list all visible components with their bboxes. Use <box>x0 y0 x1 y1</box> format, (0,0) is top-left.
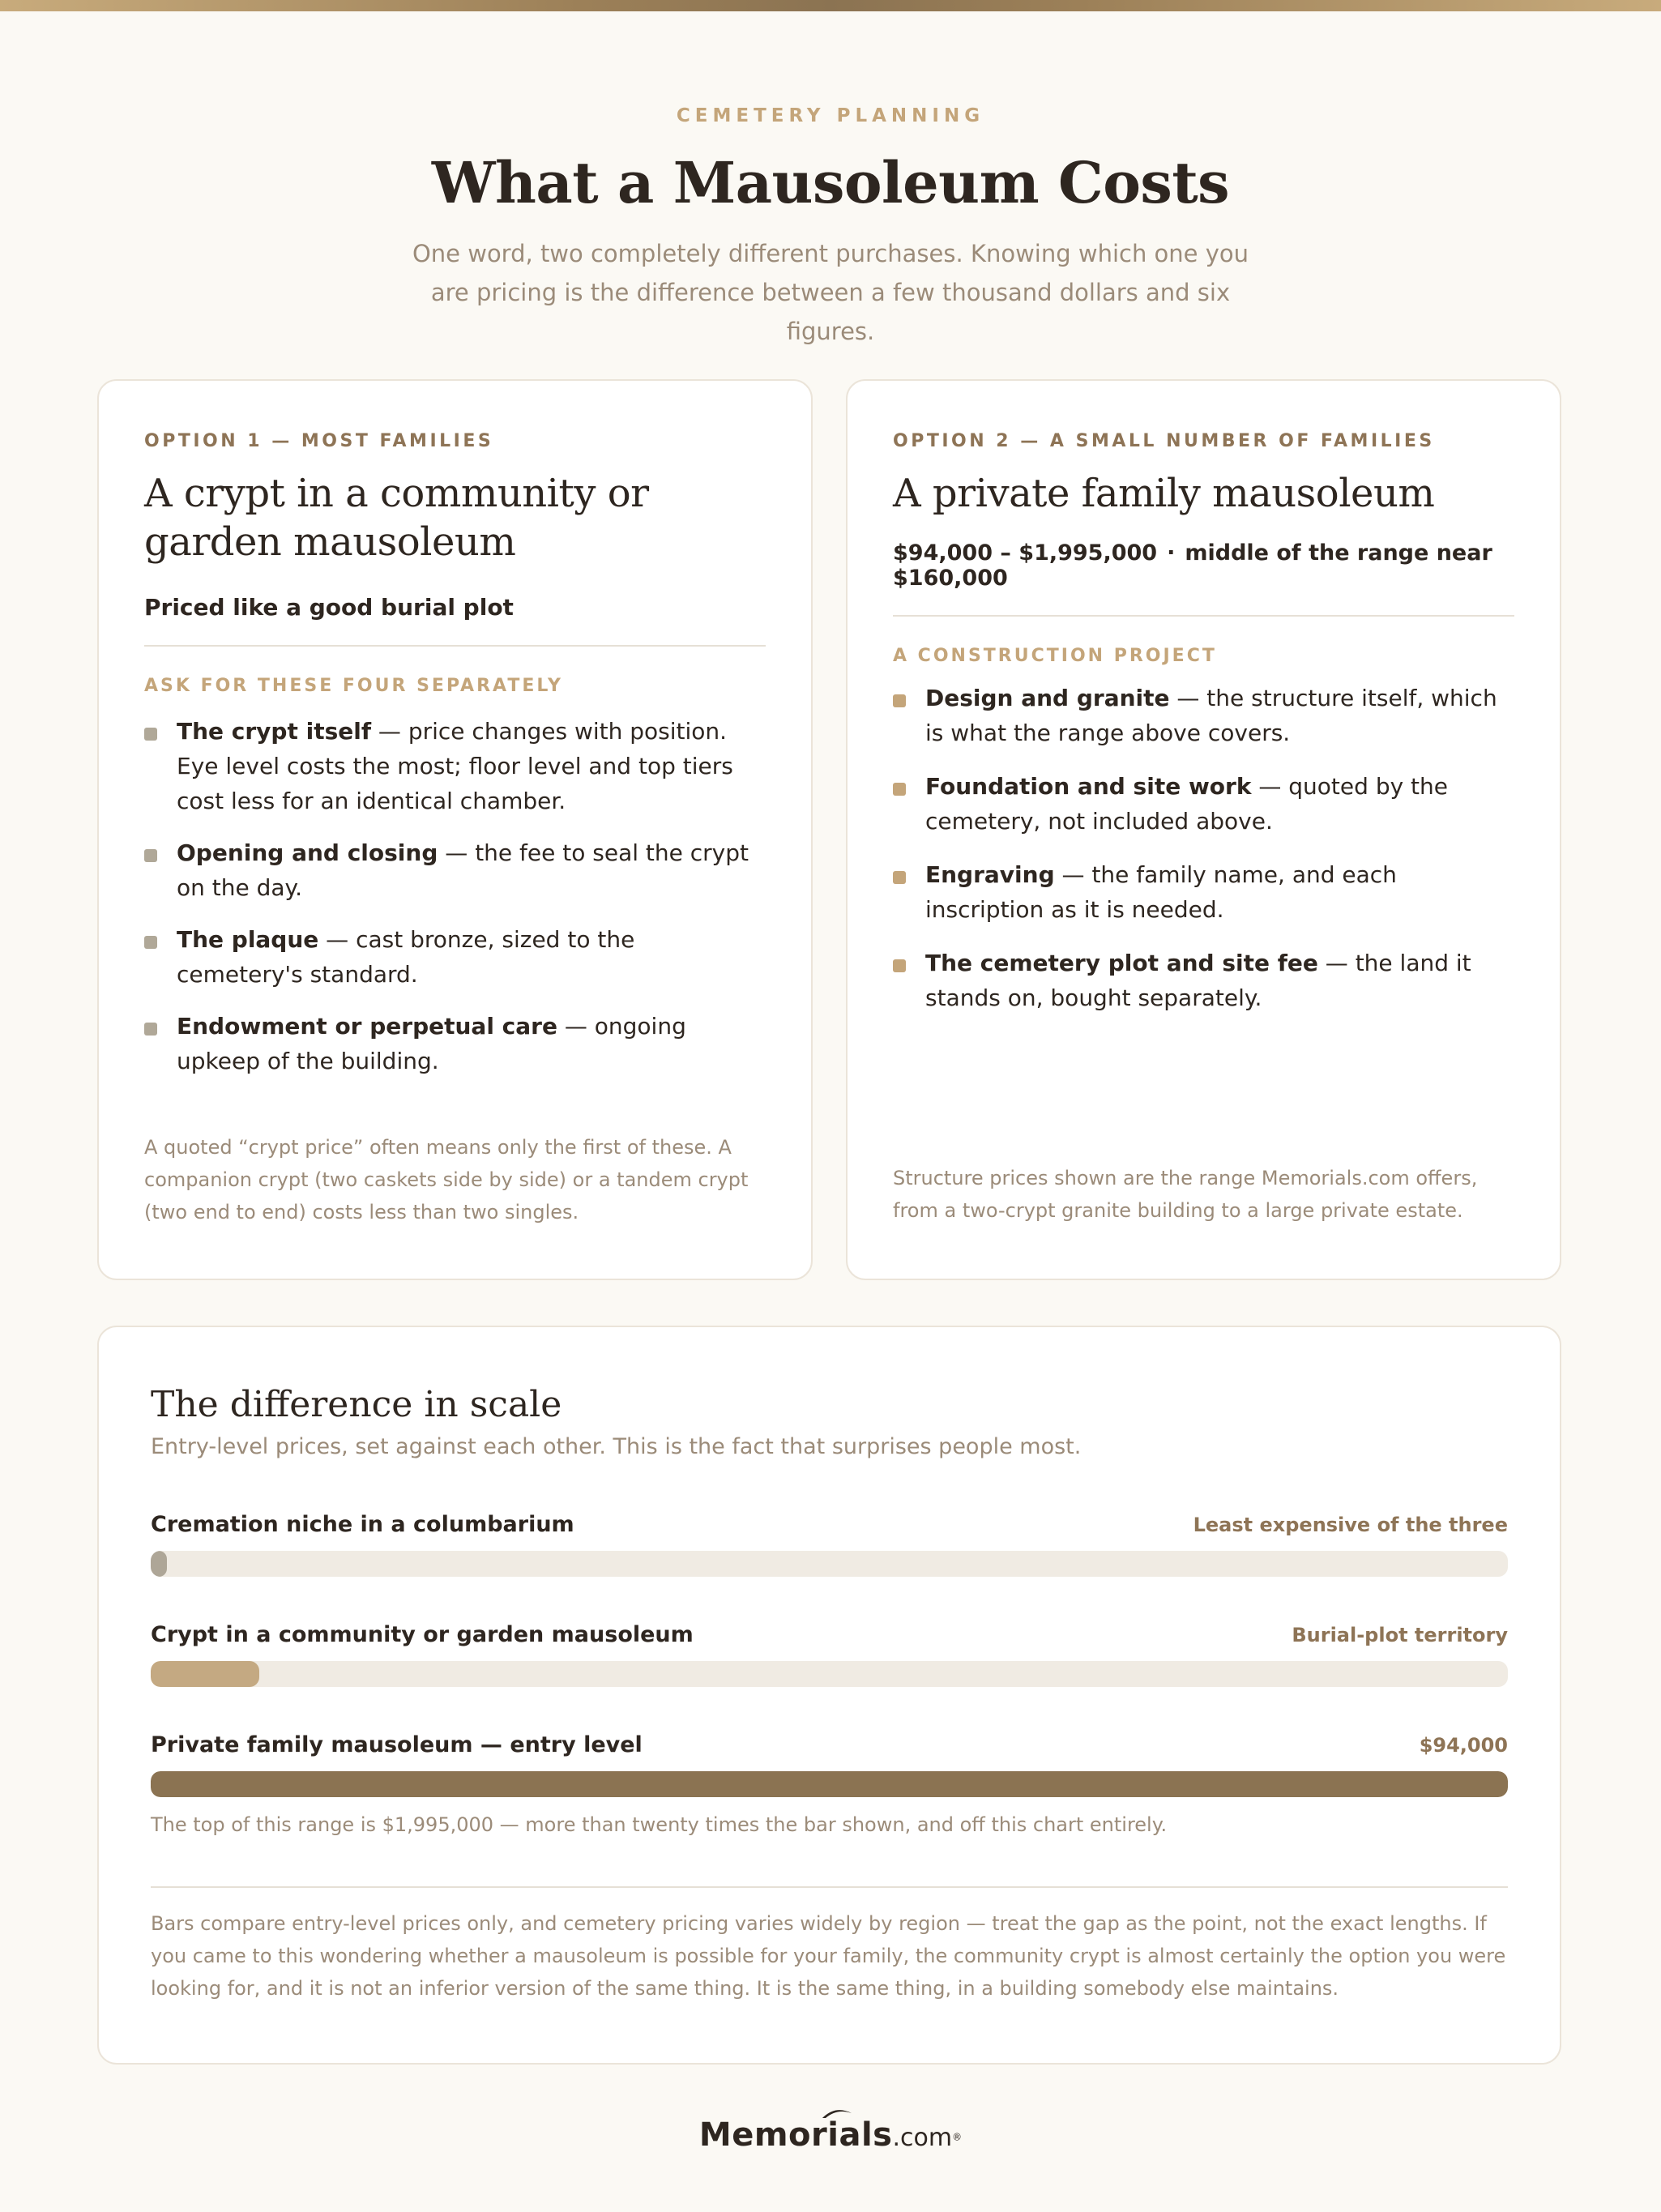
bar-label: Cremation niche in a columbarium <box>151 1512 574 1537</box>
page-lede: One word, two completely different purchases. Knowing which one you are pricing is the difference between a few thousand dollars and six figures. <box>412 240 1249 345</box>
bar-fill <box>151 1551 167 1577</box>
bullet-icon <box>144 849 157 862</box>
list-item <box>893 681 1514 750</box>
logo-swoosh-icon <box>821 2107 853 2120</box>
option-1-card <box>97 379 813 1280</box>
item-text: — quoted by the cemetery, not included above. <box>925 773 1449 835</box>
bullet-icon <box>893 871 906 884</box>
bar-tag: Burial-plot territory <box>1292 1624 1508 1646</box>
list-item <box>144 714 766 818</box>
page-eyebrow: CEMETERY PLANNING <box>676 105 985 126</box>
item-term: Foundation and site work <box>925 773 1252 800</box>
list-item <box>144 835 766 905</box>
bullet-icon <box>893 959 906 972</box>
option-1-list <box>144 714 766 1078</box>
list-item <box>893 769 1514 839</box>
bullet-icon <box>144 1023 157 1036</box>
item-text: — the fee to seal the crypt on the day. <box>177 839 749 901</box>
bar-fill <box>151 1661 259 1687</box>
option-2-note: Structure prices shown are the range Memorials.com offers, from a two-crypt granite building to a large private estate. <box>893 1167 1478 1222</box>
item-term: Design and granite <box>925 685 1170 711</box>
item-text: — the land it stands on, bought separately. <box>925 950 1471 1011</box>
bullet-icon <box>893 783 906 796</box>
item-term: The crypt itself <box>177 718 372 745</box>
item-term: The plaque <box>177 926 319 953</box>
list-item <box>893 946 1514 1015</box>
top-accent-bar <box>0 0 1661 11</box>
logo-registered: ® <box>952 2131 963 2143</box>
option-2-title: A private family mausoleum <box>893 471 1435 516</box>
page-header <box>0 105 1661 351</box>
bar-label: Crypt in a community or garden mausoleum <box>151 1622 694 1647</box>
comparison-card <box>97 1326 1561 2065</box>
option-1-note: A quoted “crypt price” often means only the first of these. A companion crypt (two caskets side by side) or a tandem crypt (two end to end) costs less than two singles. <box>144 1136 749 1223</box>
option-2-price <box>893 540 1514 591</box>
option-1-eyebrow: OPTION 1 — MOST FAMILIES <box>144 431 494 451</box>
bar-label: Private family mausoleum — entry level <box>151 1732 643 1757</box>
bar-row-private-mausoleum <box>151 1732 1508 1757</box>
bar-tag: $94,000 <box>1419 1734 1508 1757</box>
option-1-subtitle: Priced like a good burial plot <box>144 594 514 621</box>
comparison-divider <box>151 1886 1508 1888</box>
price-range: $94,000 – $1,995,000 <box>893 540 1158 566</box>
bar-row-niche <box>151 1512 1508 1537</box>
option-2-list-label: A CONSTRUCTION PROJECT <box>893 646 1217 666</box>
comparison-title: The difference in scale <box>151 1384 562 1425</box>
bar-track <box>151 1771 1508 1797</box>
item-text: — the family name, and each inscription as it is needed. <box>925 861 1397 923</box>
list-item <box>144 922 766 992</box>
item-text: — the structure itself, which is what the range above covers. <box>925 685 1497 746</box>
bar-row-community-crypt <box>151 1622 1508 1647</box>
page-title: What a Mausoleum Costs <box>431 149 1230 216</box>
item-term: Engraving <box>925 861 1055 888</box>
price-separator: · <box>1167 540 1176 566</box>
bar-fill <box>151 1771 1508 1797</box>
option-2-list <box>893 681 1514 1015</box>
option-2-card <box>846 379 1561 1280</box>
bar-track <box>151 1661 1508 1687</box>
item-text: — price changes with position. Eye level costs the most; floor level and top tiers cost less for an identical chamber. <box>177 718 733 814</box>
option-1-divider <box>144 645 766 647</box>
comparison-subtitle: Entry-level prices, set against each other. This is the fact that surprises people most. <box>151 1434 1082 1459</box>
price-middle: middle of the range near $160,000 <box>893 540 1492 591</box>
item-term: The cemetery plot and site fee <box>925 950 1318 976</box>
bar-track <box>151 1551 1508 1577</box>
bar-note: The top of this range is $1,995,000 — more than twenty times the bar shown, and off this chart entirely. <box>151 1813 1168 1836</box>
option-1-list-label: ASK FOR THESE FOUR SEPARATELY <box>144 676 563 696</box>
bullet-icon <box>893 694 906 707</box>
bullet-icon <box>144 728 157 741</box>
logo-tld: .com <box>892 2124 953 2152</box>
item-text: — cast bronze, sized to the cemetery's standard. <box>177 926 635 988</box>
list-item <box>893 857 1514 927</box>
item-text: — ongoing upkeep of the building. <box>177 1013 686 1074</box>
comparison-footnote: Bars compare entry-level prices only, and cemetery pricing varies widely by region — treat the gap as the point, not the exact lengths. If you came to this wondering whether a mausoleum is possible for your family, the community crypt is almost certainly the option you were looking for, and it is not an inferior version of the same thing. It is the same thing, in a building somebody else maintains. <box>151 1912 1506 2000</box>
item-term: Endowment or perpetual care <box>177 1013 557 1040</box>
list-item <box>144 1009 766 1078</box>
option-2-divider <box>893 615 1514 617</box>
bullet-icon <box>144 936 157 949</box>
bar-tag: Least expensive of the three <box>1193 1514 1508 1536</box>
item-term: Opening and closing <box>177 839 438 866</box>
memorials-logo <box>0 2116 1661 2154</box>
option-2-eyebrow: OPTION 2 — A SMALL NUMBER OF FAMILIES <box>893 431 1435 451</box>
logo-brand: Memorials <box>698 2116 893 2154</box>
option-1-title: A crypt in a community or garden mausoleum <box>144 471 649 565</box>
